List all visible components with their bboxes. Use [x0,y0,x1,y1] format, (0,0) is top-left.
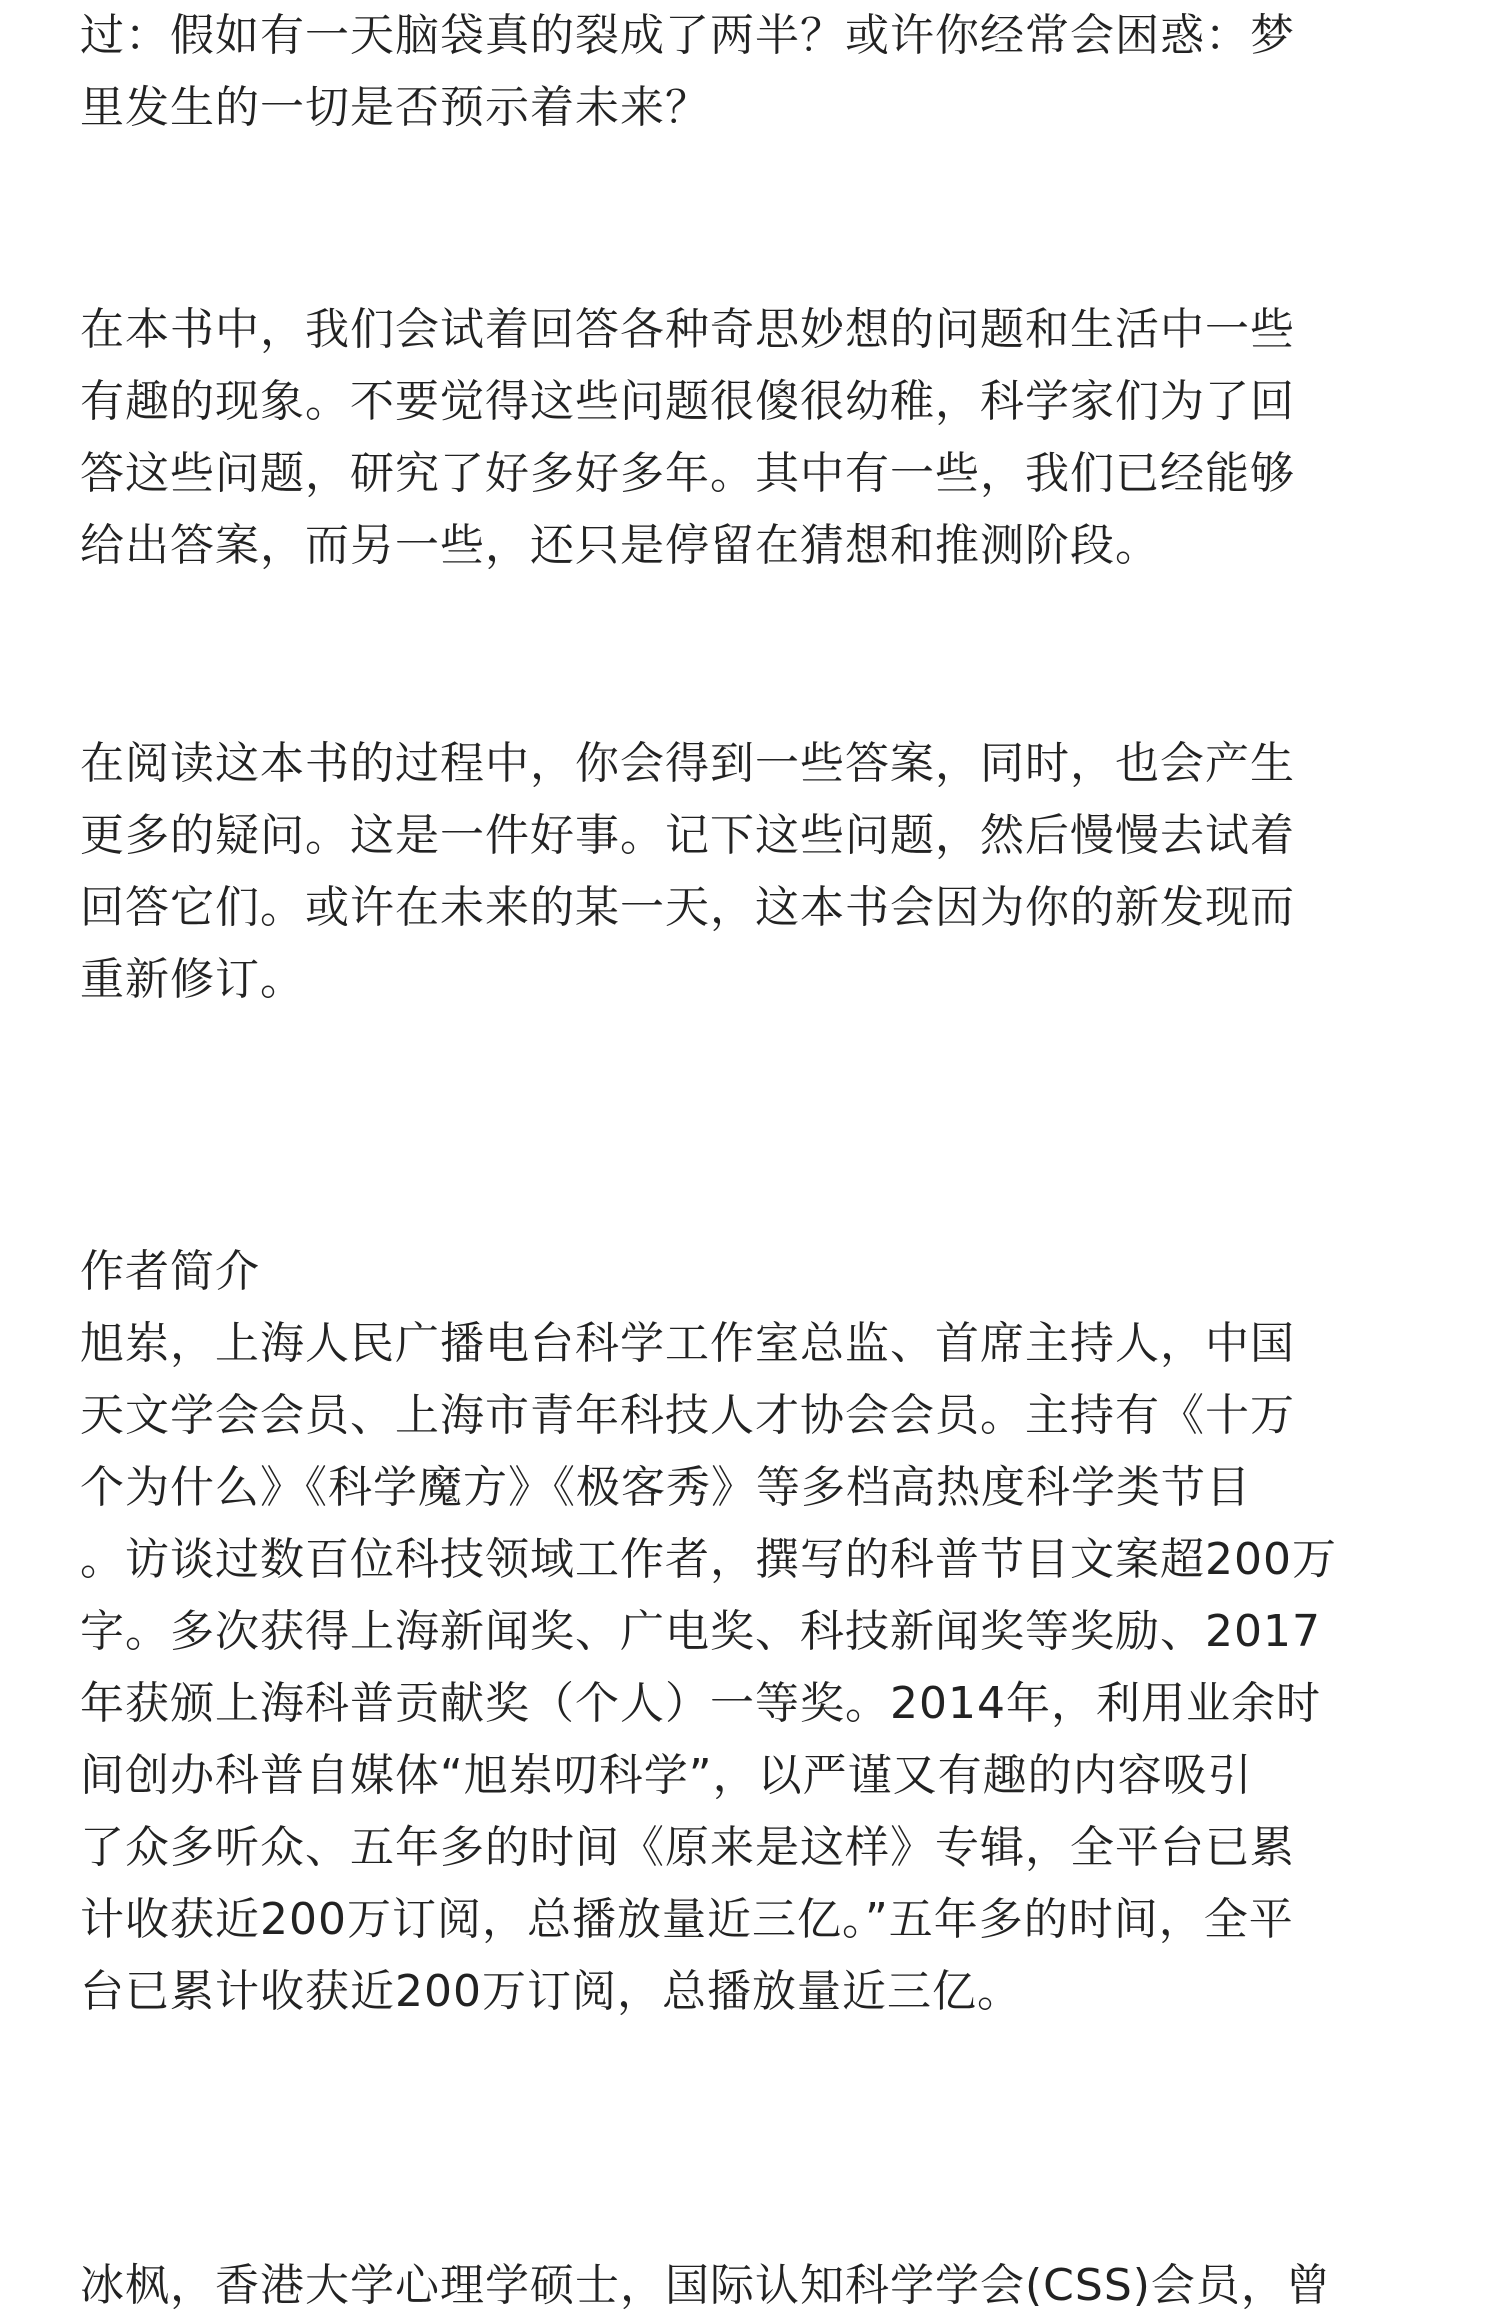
book-paragraph-line-1: 在本书中，我们会试着回答各种奇思妙想的问题和生活中一些 [80,304,1295,355]
author-line-8: 了众多听众、五年多的时间《原来是这样》专辑，全平台已累 [80,1822,1295,1873]
book-paragraph-line-3: 答这些问题，研究了好多好多年。其中有一些，我们已经能够 [80,448,1295,499]
author-line-1: 旭岽，上海人民广播电台科学工作室总监、首席主持人，中国 [80,1318,1295,1369]
second-author-line: 冰枫，香港大学心理学硕士，国际认知科学学会(CSS)会员，曾 [80,2260,1331,2311]
author-line-9: 计收获近200万订阅，总播放量近三亿。”五年多的时间，全平 [80,1894,1294,1945]
author-line-6: 年获颁上海科普贡献奖（个人）一等奖。2014年，利用业余时 [80,1678,1321,1729]
book-paragraph-line-2: 有趣的现象。不要觉得这些问题很傻很幼稚，科学家们为了回 [80,376,1295,427]
book-paragraph-line-4: 给出答案，而另一些，还只是停留在猜想和推测阶段。 [80,520,1160,571]
reading-paragraph-line-2: 更多的疑问。这是一件好事。记下这些问题，然后慢慢去试着 [80,810,1295,861]
author-line-7: 间创办科普自媒体“旭岽叨科学”，以严谨又有趣的内容吸引 [80,1750,1253,1801]
author-line-3: 个为什么》《科学魔方》《极客秀》等多档高热度科学类节目 [80,1462,1251,1513]
author-section-heading: 作者简介 [80,1246,260,1297]
author-line-4: 。访谈过数百位科技领域工作者，撰写的科普节目文案超200万 [80,1534,1337,1585]
intro-line-1: 过：假如有一天脑袋真的裂成了两半？或许你经常会困惑：梦 [80,10,1295,61]
reading-paragraph-line-4: 重新修订。 [80,954,305,1005]
intro-line-2: 里发生的一切是否预示着未来？ [80,82,710,133]
reading-paragraph-line-3: 回答它们。或许在未来的某一天，这本书会因为你的新发现而 [80,882,1295,933]
author-line-5: 字。多次获得上海新闻奖、广电奖、科技新闻奖等奖励、2017 [80,1606,1321,1657]
author-line-10: 台已累计收获近200万订阅，总播放量近三亿。 [80,1966,1022,2017]
reading-paragraph-line-1: 在阅读这本书的过程中，你会得到一些答案，同时，也会产生 [80,738,1295,789]
author-line-2: 天文学会会员、上海市青年科技人才协会会员。主持有《十万 [80,1390,1295,1441]
